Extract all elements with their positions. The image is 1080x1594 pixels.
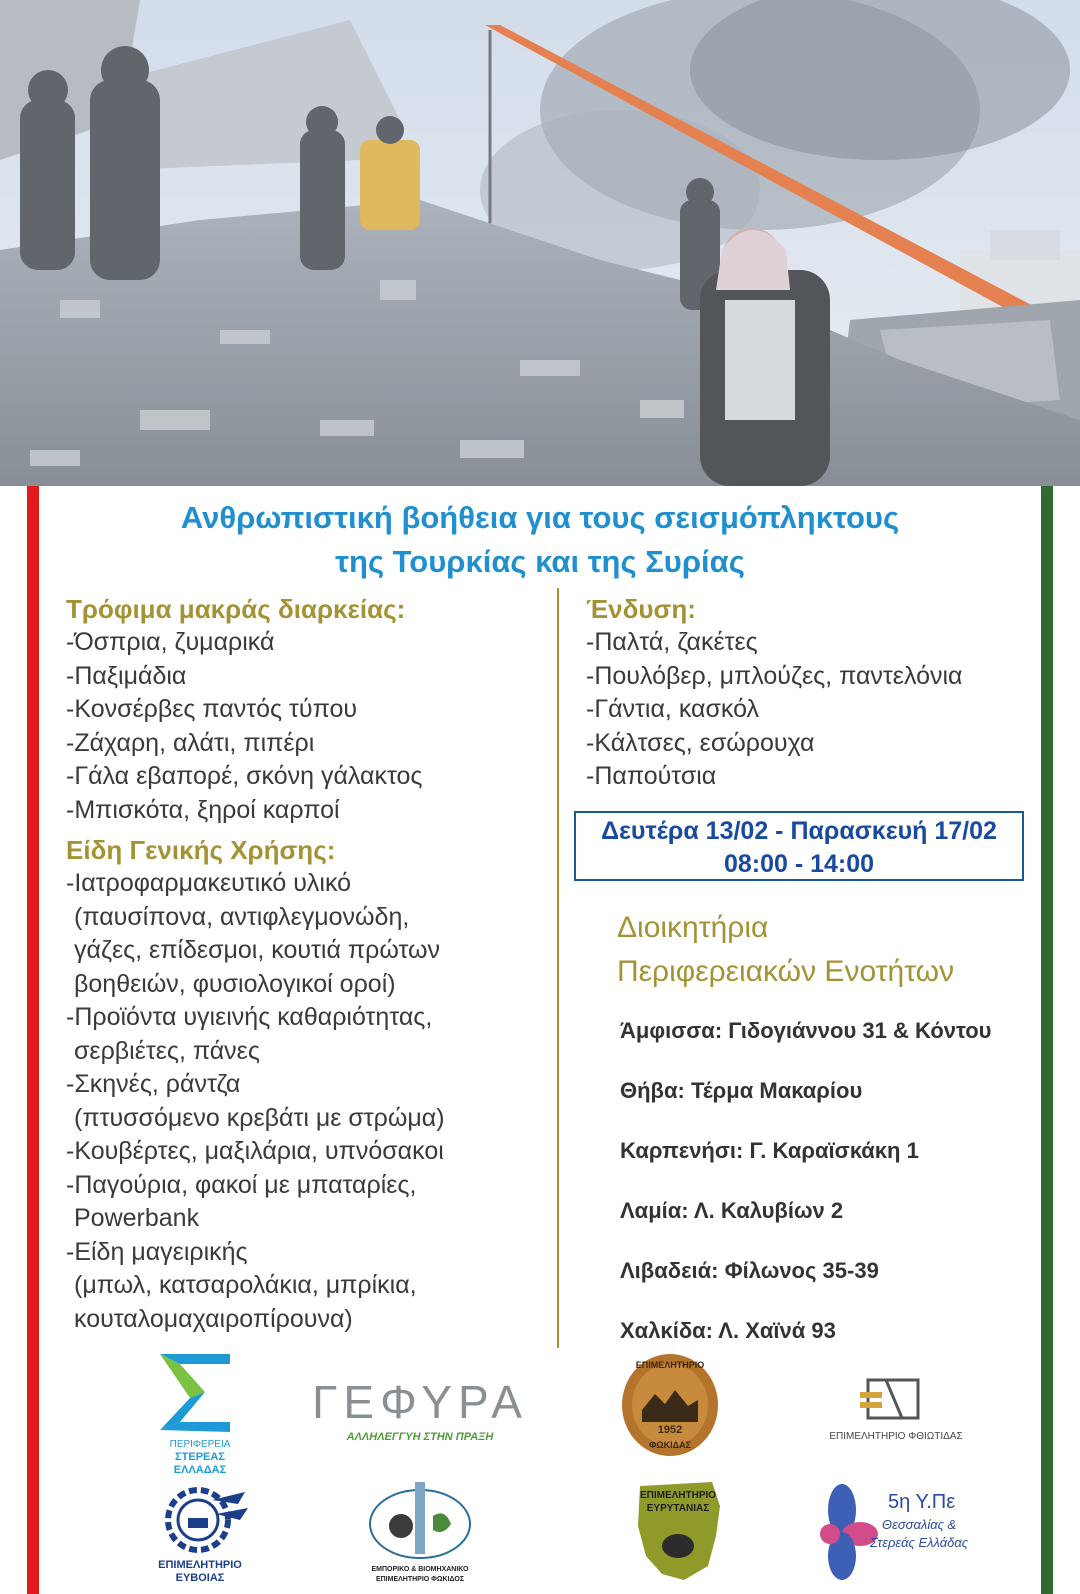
list-item: -Παξιμάδια <box>66 661 187 690</box>
clothing-section <box>586 592 1026 794</box>
list-item: -Είδη μαγειρικής <box>66 1237 248 1266</box>
list-item: κουταλομαχαιροπίρουνα) <box>74 1304 353 1333</box>
food-section <box>66 592 546 827</box>
title-line-1: Ανθρωπιστική βοήθεια για τους σεισμόπληκτους <box>180 500 900 535</box>
list-item: -Κάλτσες, εσώρουχα <box>586 728 815 757</box>
list-item: -Μπισκότα, ξηροί καρποί <box>66 795 340 824</box>
region-logo <box>150 1352 250 1477</box>
list-item: (παυσίπονα, αντιφλεγμονώδη, <box>74 902 410 931</box>
list-item: (μπωλ, κατσαρολάκια, μπρίκια, <box>74 1271 417 1299</box>
evrytania-line-1: ΕΠΙΜΕΛΗΤΗΡΙΟ <box>639 1490 717 1501</box>
food-heading: Τρόφιμα μακράς διαρκείας: <box>66 594 406 624</box>
list-item: σερβιέτες, πάνες <box>74 1036 260 1065</box>
schedule-box <box>574 811 1024 881</box>
admin-line-1: Διοικητήρια <box>617 911 769 944</box>
general-heading: Είδη Γενικής Χρήσης: <box>66 835 336 865</box>
column-divider <box>557 588 559 1348</box>
hero-photo <box>0 0 1080 486</box>
column-emblem-icon <box>365 1480 475 1560</box>
schedule-hours: 08:00 - 14:00 <box>723 850 875 878</box>
health-region-logo <box>820 1482 980 1582</box>
gear-icon <box>150 1484 250 1554</box>
health-cross-icon <box>820 1482 880 1582</box>
list-item: -Παγούρια, φακοί με μπαταρίες, <box>66 1170 417 1199</box>
fthiotida-mark-icon <box>816 1378 976 1422</box>
seal-top-text: ΕΠΙΜΕΛΗΤΗΡΙΟ <box>635 1360 705 1370</box>
address-amfissa: Άμφισσα: Γιδογιάννου 31 & Κόντου <box>620 1018 992 1043</box>
evia-logo <box>150 1484 250 1585</box>
admin-line-2: Περιφερειακών Ενοτήτων <box>617 955 955 988</box>
gefyra-logo <box>310 1376 530 1444</box>
address-thiva: Θήβα: Τέρμα Μακαρίου <box>620 1078 863 1103</box>
list-item: (πτυσσόμενο κρεβάτι με στρώμα) <box>74 1103 445 1132</box>
list-item: -Προϊόντα υγιεινής καθαριότητας, <box>66 1003 433 1031</box>
fokida-commerce-logo <box>365 1480 475 1585</box>
evia-line-1: ΕΠΙΜΕΛΗΤΗΡΙΟ <box>158 1559 242 1571</box>
left-red-stripe <box>27 486 39 1594</box>
list-item: -Γάλα εβαπορέ, σκόνη γάλακτος <box>66 762 423 790</box>
list-item: -Παπούτσια <box>586 762 717 790</box>
evrytania-logo <box>632 1476 724 1586</box>
list-item: -Ζάχαρη, αλάτι, πιπέρι <box>66 728 315 757</box>
address-karpenisi: Καρπενήσι: Γ. Καραϊσκάκη 1 <box>620 1138 919 1163</box>
clothing-heading: Ένδυση: <box>586 594 696 624</box>
sigma-icon <box>150 1352 250 1434</box>
address-chalkida: Χαλκίδα: Λ. Χαϊνά 93 <box>620 1318 836 1343</box>
list-item: -Γάντια, κασκόλ <box>586 695 760 723</box>
region-line-3: ΕΛΛΑΔΑΣ <box>173 1464 227 1476</box>
region-line-2: ΣΤΕΡΕΑΣ <box>175 1451 225 1463</box>
list-item: βοηθειών, φυσιολογικοί οροί) <box>74 969 396 998</box>
list-item: γάζες, επίδεσμοι, κουτιά πρώτων <box>74 936 441 964</box>
health-line-3: Στερεάς Ελλάδας <box>870 1535 969 1550</box>
address-lamia: Λαμία: Λ. Καλυβίων 2 <box>620 1198 844 1223</box>
earthquake-rubble-image <box>0 0 1080 486</box>
list-item: -Κουβέρτες, μαξιλάρια, υπνόσακοι <box>66 1137 444 1165</box>
admin-heading <box>617 906 1037 994</box>
list-item: -Σκηνές, ράντζα <box>66 1070 241 1098</box>
schedule-dates: Δευτέρα 13/02 - Παρασκευή 17/02 <box>601 817 997 845</box>
page-title <box>60 496 1020 584</box>
fokida-commerce-line-2: ΕΠΙΜΕΛΗΤΗΡΙΟ ΦΩΚΙΔΟΣ <box>375 1576 465 1583</box>
list-item: -Ιατροφαρμακευτικό υλικό <box>66 869 352 897</box>
list-item: -Κονσέρβες παντός τύπου <box>66 695 358 723</box>
address-livadeia: Λιβαδειά: Φίλωνος 35-39 <box>620 1258 879 1283</box>
general-section <box>66 833 546 1336</box>
seal-year: 1952 <box>657 1424 683 1436</box>
list-item: -Πουλόβερ, μπλούζες, παντελόνια <box>586 661 963 690</box>
list-item: Powerbank <box>74 1204 200 1232</box>
health-line-1: 5η Υ.Πε <box>888 1491 956 1513</box>
evrytania-line-2: ΕΥΡΥΤΑΝΙΑΣ <box>646 1503 710 1514</box>
fokida-seal-logo <box>620 1352 720 1458</box>
title-line-2: της Τουρκίας και της Συρίας <box>335 544 745 579</box>
evia-line-2: ΕΥΒΟΙΑΣ <box>175 1572 225 1584</box>
health-line-2: Θεσσαλίας & <box>882 1517 957 1532</box>
fokida-commerce-line-1: ΕΜΠΟΡΙΚΟ & ΒΙΟΜΗΧΑΝΙΚΟ <box>371 1566 469 1573</box>
fthiotida-name: ΕΠΙΜΕΛΗΤΗΡΙΟ ΦΘΙΩΤΙΔΑΣ <box>829 1431 963 1442</box>
gefyra-tagline: ΑΛΛΗΛΕΓΓΥΗ ΣΤΗΝ ΠΡΑΞΗ <box>346 1431 494 1443</box>
fthiotida-logo <box>816 1378 976 1443</box>
list-item: -Παλτά, ζακέτες <box>586 628 758 656</box>
list-item: -Όσπρια, ζυμαρικά <box>66 628 275 656</box>
region-line-1: ΠΕΡΙΦΕΡΕΙΑ <box>169 1439 231 1450</box>
gefyra-name: ΓΕΦΥΡΑ <box>312 1376 528 1428</box>
left-column <box>66 592 546 1342</box>
right-green-stripe <box>1041 486 1053 1594</box>
seal-bottom-text: ΦΩΚΙΔΑΣ <box>649 1440 691 1450</box>
